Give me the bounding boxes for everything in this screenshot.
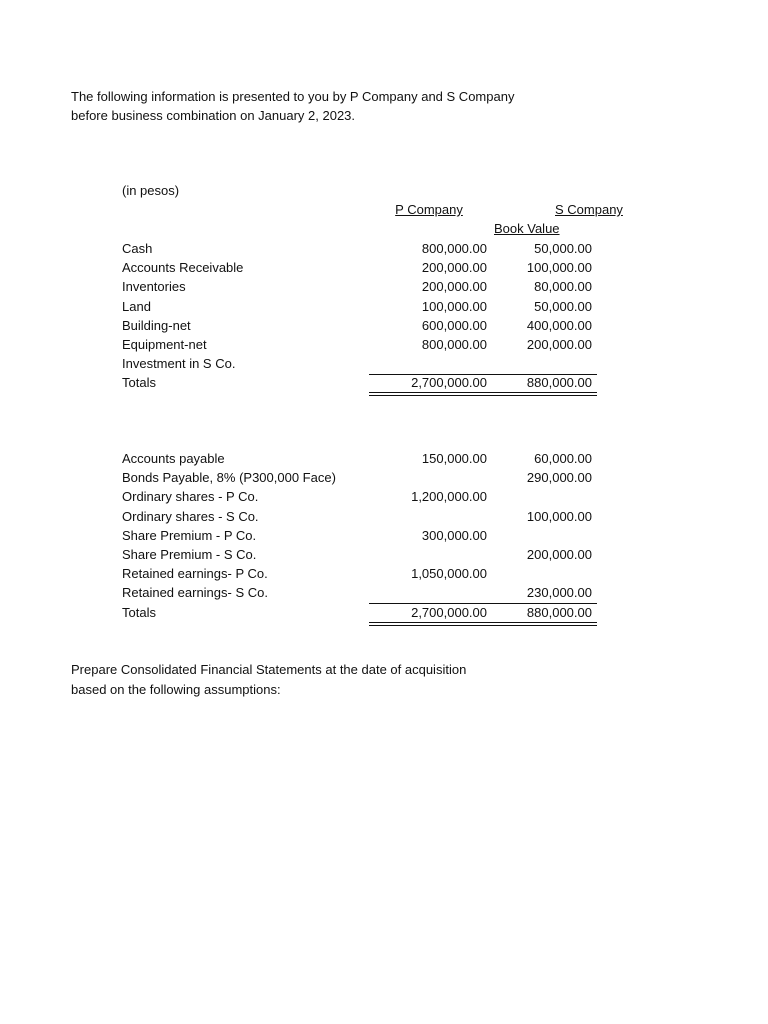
row-label: Building-net bbox=[122, 317, 191, 333]
row-label: Accounts payable bbox=[122, 451, 225, 466]
s-value: 50,000.00 bbox=[534, 298, 592, 314]
table-row bbox=[122, 583, 598, 602]
table-row bbox=[122, 277, 598, 296]
intro-paragraph bbox=[71, 87, 514, 125]
totals-row bbox=[122, 603, 598, 622]
row-label: Share Premium - P Co. bbox=[122, 527, 257, 543]
totals-row bbox=[122, 373, 598, 392]
table-row bbox=[122, 354, 598, 373]
assets-table bbox=[122, 239, 598, 393]
table-row bbox=[122, 335, 598, 354]
p-total: 2,700,000.00 bbox=[411, 375, 487, 391]
s-value: 100,000.00 bbox=[526, 508, 592, 524]
p-total: 2,700,000.00 bbox=[411, 604, 487, 620]
table-row bbox=[122, 545, 598, 564]
s-value: 230,000.00 bbox=[526, 585, 592, 601]
intro-line-1: The following information is presented to you by P Company and S Company bbox=[71, 89, 515, 104]
row-label: Accounts Receivable bbox=[122, 260, 244, 276]
p-value: 150,000.00 bbox=[421, 451, 487, 466]
p-value: 200,000.00 bbox=[421, 279, 487, 295]
instructions-line-1: Prepare Consolidated Financial Statements at the date of acquisition bbox=[71, 662, 467, 677]
liabilities-equity-table bbox=[122, 449, 598, 622]
table-row bbox=[122, 468, 598, 487]
table-row bbox=[122, 526, 598, 545]
liabilities-total-rule bbox=[369, 603, 597, 604]
s-total: 880,000.00 bbox=[526, 375, 592, 391]
p-value: 100,000.00 bbox=[421, 298, 487, 314]
assets-total-double-rule bbox=[369, 392, 597, 396]
p-value: 200,000.00 bbox=[421, 260, 487, 276]
row-label: Inventories bbox=[122, 279, 186, 295]
s-value: 400,000.00 bbox=[526, 317, 592, 333]
p-value: 800,000.00 bbox=[421, 241, 487, 256]
s-value: 100,000.00 bbox=[526, 260, 592, 276]
header-s-company: S Company bbox=[555, 202, 623, 217]
instructions-paragraph bbox=[71, 660, 466, 700]
row-label: Ordinary shares - P Co. bbox=[122, 489, 259, 505]
table-row bbox=[122, 449, 598, 468]
table-row bbox=[122, 297, 598, 316]
row-label: Retained earnings- P Co. bbox=[122, 566, 268, 582]
row-label: Totals bbox=[122, 604, 156, 620]
p-value: 1,050,000.00 bbox=[411, 566, 487, 582]
header-p-company: P Company bbox=[395, 202, 463, 217]
row-label: Retained earnings- S Co. bbox=[122, 585, 268, 601]
s-value: 60,000.00 bbox=[534, 451, 592, 466]
instructions-line-2: based on the following assumptions: bbox=[71, 682, 281, 697]
header-book-value: Book Value bbox=[494, 221, 560, 236]
p-value: 300,000.00 bbox=[421, 527, 487, 543]
s-value: 290,000.00 bbox=[526, 470, 592, 486]
table-row bbox=[122, 487, 598, 506]
row-label: Cash bbox=[122, 241, 153, 256]
liabilities-total-double-rule bbox=[369, 622, 597, 626]
s-value: 200,000.00 bbox=[526, 336, 592, 352]
table-row bbox=[122, 564, 598, 583]
unit-note: (in pesos) bbox=[122, 183, 180, 198]
s-value: 50,000.00 bbox=[534, 241, 592, 256]
p-value: 800,000.00 bbox=[421, 336, 487, 352]
row-label: Equipment-net bbox=[122, 336, 207, 352]
row-label: Share Premium - S Co. bbox=[122, 546, 257, 562]
header-s-company-clip bbox=[555, 202, 623, 217]
table-row bbox=[122, 507, 598, 526]
p-value: 600,000.00 bbox=[421, 317, 487, 333]
s-value: 80,000.00 bbox=[534, 279, 592, 295]
table-row bbox=[122, 316, 598, 335]
row-label: Bonds Payable, 8% (P300,000 Face) bbox=[122, 470, 336, 486]
intro-line-2: before business combination on January 2, 2023. bbox=[71, 108, 356, 123]
row-label: Investment in S Co. bbox=[122, 356, 236, 372]
row-label: Totals bbox=[122, 375, 156, 391]
row-label: Ordinary shares - S Co. bbox=[122, 508, 259, 524]
s-total: 880,000.00 bbox=[526, 604, 592, 620]
s-value: 200,000.00 bbox=[526, 546, 592, 562]
row-label: Land bbox=[122, 298, 151, 314]
table-row bbox=[122, 239, 598, 258]
p-value: 1,200,000.00 bbox=[411, 489, 487, 505]
table-row bbox=[122, 258, 598, 277]
assets-total-rule bbox=[369, 374, 597, 375]
